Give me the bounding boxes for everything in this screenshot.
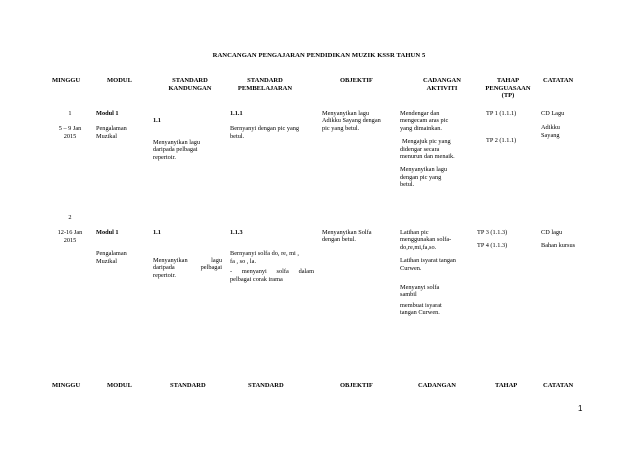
document-title: RANCANGAN PENGAJARAN PENDIDIKAN MUZIK KSSR TAHUN 5 [212, 52, 426, 59]
standard-kandungan-text: Menyanyikan lagu daripada pelbagai repertoir. [153, 139, 201, 161]
header-modul: MODUL [107, 77, 132, 84]
header-standard-kandungan: STANDARD [170, 382, 206, 389]
standard-pembelajaran-cell: 1.1.1 Bernyanyi dengan pic yang betul. [230, 110, 300, 140]
objektif-cell: Menyanyikan Solfa dengan betul. [322, 229, 372, 244]
header-objektif: OBJEKTIF [340, 77, 373, 84]
catatan-cell: CD Lagu Adikku Sayang [541, 110, 565, 139]
header-standard-pembelajaran: STANDARD [248, 382, 284, 389]
header-objektif: OBJEKTIF [340, 382, 373, 389]
page-number: 1 [578, 404, 583, 413]
modul-cell: Modul 1 Pengalaman Muzikal [96, 229, 127, 265]
objektif-cell: Menyanyikan lagu Adikku Sayang dengan pic yang betul. [322, 110, 381, 132]
header-tahap-penguasaan: TAHAP PENGUASAAN (TP) [485, 77, 531, 100]
header-standard-kandungan: STANDARD KANDUNGAN [168, 77, 212, 92]
header-cadangan-aktiviti: CADANGAN AKTIVITI [423, 77, 461, 92]
modul-cell: Modul 1 Pengalaman Muzikal [96, 110, 127, 140]
minggu-cell: 1 5 – 9 Jan 2015 [58, 110, 82, 140]
standard-kandungan-text: Menyanyikan lagu daripada pelbagai repertoir. [153, 257, 222, 279]
cadangan-aktiviti-cell: Latihan pic menggunakan solfa- do,re,mi,fa,so. Latihan isyarat tangan Curwen. Menyanyi solfa sambil membuat isyarat tangan Curwen. [400, 229, 456, 317]
header-minggu: MINGGU [52, 382, 81, 389]
header-minggu: MINGGU [52, 77, 81, 84]
header-catatan: CATATAN [543, 382, 574, 389]
minggu-cell: 2 12-16 Jan 2015 [57, 214, 83, 244]
cadangan-aktiviti-cell: Mendengar dan mengecam aras pic yang dimainkan. Mengajuk pic yang didengar secara menurun dan menaik. Menyanyikan lagu dengan pic yang betul. [400, 110, 455, 189]
standard-kandungan-code: 1.1 [153, 229, 161, 236]
header-modul: MODUL [107, 382, 132, 389]
standard-kandungan-code: 1.1 [153, 117, 161, 124]
header-standard-pembelajaran: STANDARD PEMBELAJARAN [237, 77, 293, 92]
standard-pembelajaran-cell: 1.1.3 Bernyanyi solfa do, re, mi , fa , so , la. - menyanyi solfa dalam pelbagai corak irama [230, 229, 314, 283]
header-catatan: CATATAN [543, 77, 574, 84]
tahap-penguasaan-cell: TP 3 (1.1.3) TP 4 (1.1.3) [477, 229, 508, 250]
header-tahap: TAHAP [495, 382, 518, 389]
header-cadangan: CADANGAN [418, 382, 456, 389]
tahap-penguasaan-cell: TP 1 (1.1.1) TP 2 (1.1.1) [486, 110, 517, 145]
catatan-cell: CD lagu Bahan kursus [541, 229, 576, 250]
